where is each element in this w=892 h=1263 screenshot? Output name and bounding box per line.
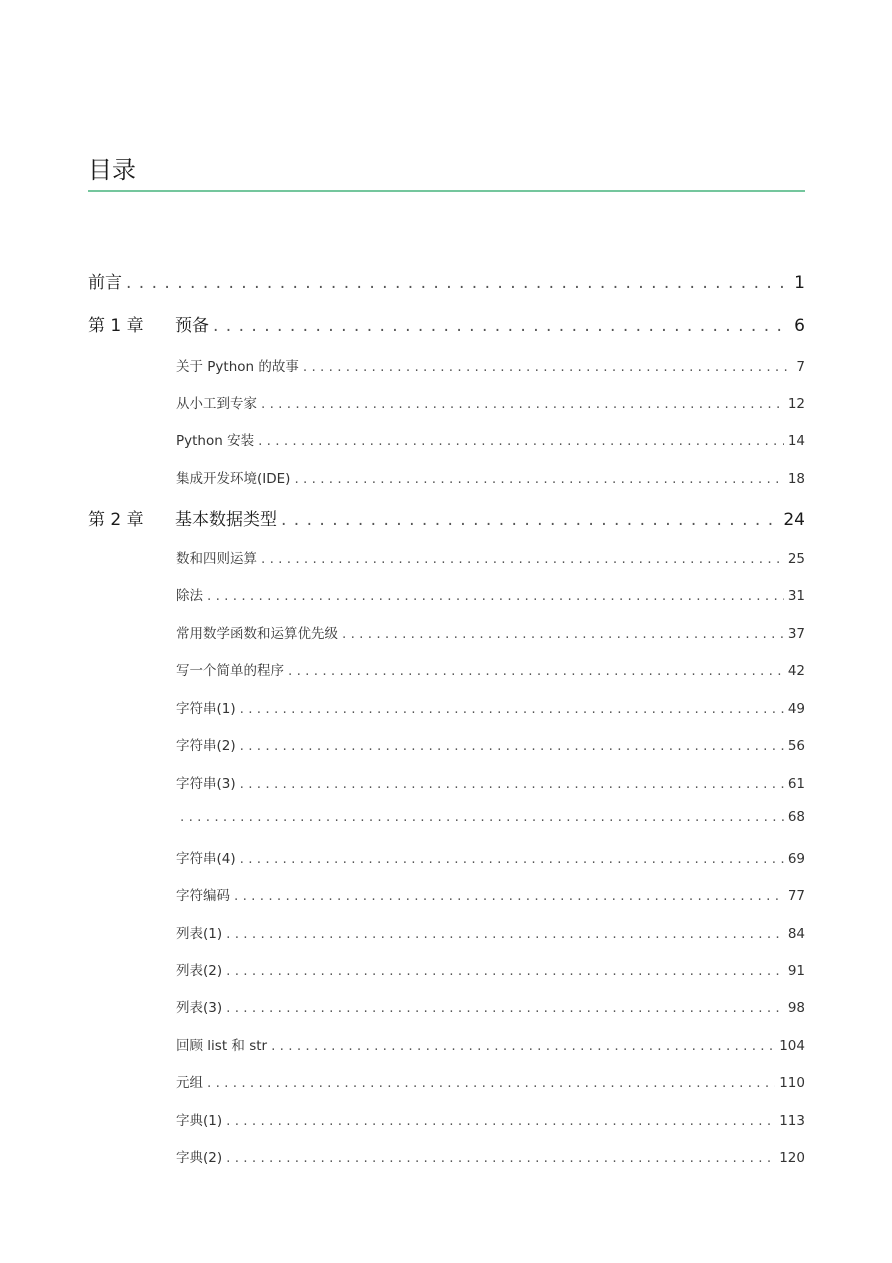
toc-page-number: 77 [787,888,805,904]
dot-leader [271,1038,775,1054]
toc-page-number: 113 [779,1113,805,1129]
dot-leader [261,396,784,412]
toc-section-label: 字符串(1) [176,701,236,717]
toc-page-number: 12 [787,396,805,412]
chapter-title: 基本数据类型 [175,510,277,530]
toc-section-label: 字符串(3) [176,776,236,792]
dot-leader [207,1075,775,1091]
toc-section-label: 回顾 list 和 str [176,1038,268,1054]
dot-leader [240,776,784,792]
toc-section-label: 列表(3) [176,1000,223,1016]
toc-page-number: 110 [779,1075,805,1091]
toc-section-label: 从小工到专家 [176,396,257,412]
dot-leader [240,851,784,867]
toc-section-label: 字典(2) [176,1150,223,1166]
toc-section[interactable] [176,429,805,449]
toc-section-label: 数和四则运算 [176,551,257,567]
dot-leader [240,738,784,754]
toc-page-number: 84 [787,926,805,942]
dot-leader [342,626,784,642]
toc-section-label: 元组 [176,1075,203,1091]
toc-section[interactable] [176,1109,805,1129]
toc-page-number: 31 [787,588,805,604]
toc-page-number: 91 [787,963,805,979]
dot-leader [207,588,784,604]
toc-page-number: 14 [787,433,805,449]
dot-leader [294,471,783,487]
toc-section[interactable] [176,1146,805,1166]
dot-leader [226,963,784,979]
toc-page-number: 18 [787,471,805,487]
title-divider [88,190,805,192]
toc-section-label: 字符串(4) [176,851,236,867]
toc-section-label: 字符串(2) [176,738,236,754]
toc-page-number: 42 [787,663,805,679]
toc-section-label: Python 安装 [176,433,255,449]
toc-chapter-1[interactable] [88,311,805,336]
dot-leader [281,510,779,530]
dot-leader [261,551,784,567]
toc-section[interactable] [176,355,805,375]
dot-leader [288,663,784,679]
dot-leader [240,701,784,717]
toc-section[interactable] [176,847,805,867]
dot-leader [213,316,790,336]
toc-section[interactable] [176,392,805,412]
toc-section-label: 关于 Python 的故事 [176,359,299,375]
toc-section[interactable] [176,884,805,904]
toc-page-number: 69 [787,851,805,867]
toc-page-number: 37 [787,626,805,642]
toc-section[interactable] [176,697,805,717]
toc-section-label: 集成开发环境(IDE) [176,471,291,487]
toc-section-label: 列表(1) [176,926,223,942]
chapter-number: 第 1 章 [88,316,144,336]
toc-page-number: 49 [787,701,805,717]
dot-leader [303,359,793,375]
toc-section[interactable] [176,922,805,942]
toc-page-number: 25 [787,551,805,567]
toc-chapter-2[interactable] [88,505,805,530]
dot-leader [180,809,784,825]
dot-leader [258,433,784,449]
toc-page-number: 56 [787,738,805,754]
toc-entry-preface[interactable] [88,268,805,293]
toc-section-label: 常用数学函数和运算优先级 [176,626,338,642]
dot-leader [226,1150,775,1166]
toc-section[interactable] [176,734,805,754]
toc-section[interactable] [176,959,805,979]
toc-section-label: 字典(1) [176,1113,223,1129]
toc-section[interactable] [176,622,805,642]
toc-page-number: 6 [794,316,805,336]
toc-section[interactable] [176,809,805,825]
toc-section-label: 写一个简单的程序 [176,663,284,679]
toc-page-number: 120 [779,1150,805,1166]
toc-section-label: 除法 [176,588,203,604]
toc-page-number: 61 [787,776,805,792]
dot-leader [226,926,784,942]
toc-section[interactable] [176,584,805,604]
dot-leader [234,888,784,904]
toc-section-label: 字符编码 [176,888,230,904]
chapter-number: 第 2 章 [88,510,144,530]
toc-section[interactable] [176,1071,805,1091]
toc-page-number: 98 [787,1000,805,1016]
dot-leader [126,273,790,293]
toc-section[interactable] [176,467,805,487]
chapter-title: 预备 [175,316,209,336]
toc-section-label: 列表(2) [176,963,223,979]
toc-section[interactable] [176,1034,805,1054]
toc-page-number: 104 [779,1038,805,1054]
toc-section[interactable] [176,659,805,679]
toc-page-number: 7 [796,359,805,375]
toc-entry-label: 前言 [88,273,122,293]
toc-page-number: 68 [787,809,805,825]
toc-section[interactable] [176,547,805,567]
toc-page-number: 1 [794,273,805,293]
toc-section[interactable] [176,996,805,1016]
dot-leader [226,1000,784,1016]
dot-leader [226,1113,775,1129]
page-title: 目录 [88,156,136,184]
toc-section[interactable] [176,772,805,792]
toc-page-number: 24 [783,510,805,530]
